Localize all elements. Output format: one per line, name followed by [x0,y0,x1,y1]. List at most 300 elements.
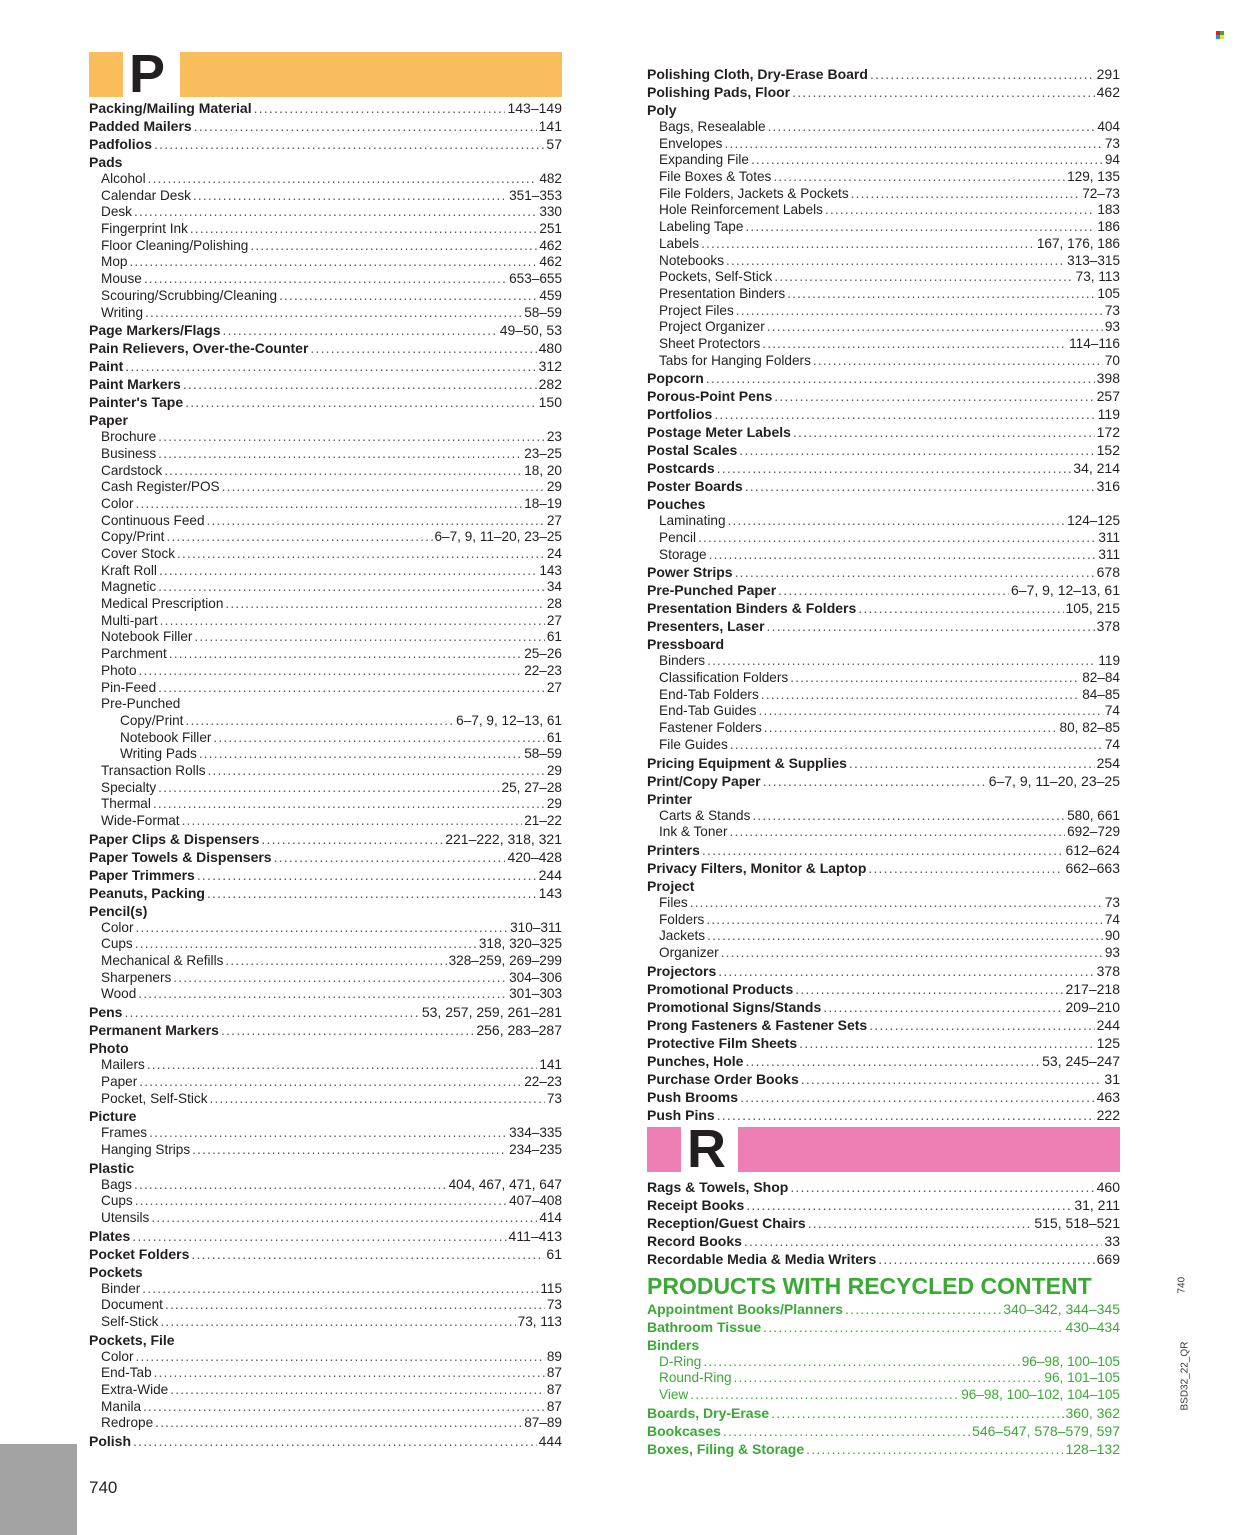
entry-term: End-Tab Guides [659,703,757,719]
entry-term: Plastic [89,1159,135,1176]
entry-term: Polish [89,1433,132,1450]
dot-leader [158,579,545,596]
index-entry [647,286,1120,303]
entry-pages: 150 [538,394,562,411]
entry-term: Mailers [101,1057,145,1073]
entry-term: Projectors [647,962,717,979]
entry-pages: 221–222, 318, 321 [445,830,562,847]
dot-leader [154,1365,545,1382]
entry-term: Calendar Desk [101,187,191,203]
entry-pages: 256, 283–287 [476,1022,562,1039]
entry-term: Peanuts, Packing [89,884,205,901]
index-entry [89,579,562,596]
entry-term: Document [101,1297,163,1313]
dot-leader [792,83,1095,101]
entry-term: File Boxes & Totes [659,169,772,185]
index-entry [647,1178,1120,1196]
index-entry [89,1142,562,1159]
entry-pages: 430–434 [1065,1318,1120,1335]
dot-leader [795,980,1063,998]
dot-leader [721,945,1103,962]
entry-pages: 23 [546,429,562,445]
entry-term: Folders [659,911,705,927]
dot-leader [151,1210,537,1227]
entry-term: Binder [101,1280,141,1296]
dot-leader [806,1440,1063,1458]
dot-leader [858,599,1063,617]
dot-leader [194,117,537,135]
index-entry [647,581,1120,599]
entry-term: Push Pins [647,1106,715,1123]
entry-pages: 94 [1104,152,1120,168]
entry-pages: 257 [1096,388,1120,405]
side-code: BSD32_22_QR [1179,1341,1191,1411]
entry-term: Self-Stick [101,1314,159,1329]
entry-pages: 73 [1104,135,1120,151]
index-entry [647,998,1120,1016]
entry-pages: 6–7, 9, 12–13, 61 [456,712,562,728]
entry-term: Polishing Pads, Floor [647,84,791,100]
dot-leader [173,970,507,987]
dot-leader [808,1214,1033,1232]
dot-leader [139,663,523,680]
entry-term: Pockets, Self-Stick [659,269,773,285]
dot-leader [730,824,1066,841]
index-entry [647,303,1120,320]
index-entry [647,387,1120,405]
index-entry [647,599,1120,617]
entry-term: Pencil(s) [89,902,148,919]
index-entry [89,513,562,530]
dot-leader [132,1227,506,1245]
entry-pages: 186 [1097,219,1120,235]
entry-pages: 378 [1096,962,1120,979]
entry-term: Presentation Binders [659,285,786,301]
r-bar-right [738,1127,1120,1172]
entry-term: Page Markers/Flags [89,322,221,339]
entry-term: Printer [647,790,693,807]
index-entry [89,1074,562,1091]
entry-pages: 73 [546,1090,562,1106]
entry-pages: 24 [546,546,562,561]
entry-term: Appointment Books/Planners [647,1300,844,1317]
index-entry [647,269,1120,286]
dot-leader [169,646,522,663]
dot-leader [225,953,446,970]
entry-pages: 172 [1096,424,1120,441]
dot-leader [159,563,537,580]
entry-pages: 29 [546,796,562,812]
entry-pages: 72–73 [1082,185,1120,201]
index-entry [647,169,1120,186]
entry-pages: 73, 113 [517,1314,562,1329]
entry-pages: 89 [546,1348,562,1364]
dot-leader [773,169,1065,186]
dot-leader [254,99,506,117]
index-entry [89,479,562,496]
entry-pages: 411–413 [508,1227,562,1244]
dot-leader [143,1399,545,1416]
dot-leader [758,703,1102,720]
entry-term: Hole Reinforcement Labels [659,202,823,218]
entry-term: Permanent Markers [89,1022,219,1039]
entry-term: Sharpeners [101,969,172,985]
dot-leader [158,446,522,463]
entry-term: Privacy Filters, Monitor & Laptop [647,859,867,876]
entry-pages: 96–98, 100–102, 104–105 [961,1387,1120,1402]
entry-pages: 84–85 [1082,686,1120,702]
entry-term: Paper [89,412,128,429]
entry-pages: 74 [1104,703,1120,719]
entry-term: Bags, Resealable [659,119,766,134]
index-entry [89,646,562,663]
dot-leader [728,513,1066,530]
entry-term: Color [101,1348,134,1364]
entry-term: Rags & Towels, Shop [647,1178,789,1195]
entry-term: Continuous Feed [101,512,205,528]
entry-pages: 21–22 [524,813,562,828]
dot-leader [790,1178,1094,1196]
entry-pages: 58–59 [524,304,562,320]
index-entry [89,1003,562,1021]
entry-pages: 291 [1096,66,1120,82]
entry-pages: 462 [1096,84,1120,100]
index-entry [647,186,1120,203]
index-entry [647,1214,1120,1232]
entry-pages: 143–149 [507,100,562,116]
dot-leader [165,1297,545,1314]
entry-term: Print/Copy Paper [647,772,761,789]
dot-leader [825,202,1095,219]
entry-pages: 87–89 [524,1415,562,1431]
entry-pages: 316 [1096,478,1120,495]
dot-leader [194,629,544,646]
dot-leader [717,459,1072,477]
index-entry [647,236,1120,253]
entry-pages: 27 [546,679,562,695]
entry-term: Popcorn [647,370,704,387]
entry-pages: 27 [546,512,562,528]
index-entry [89,813,562,830]
entry-term: Paper Clips & Dispensers [89,830,260,847]
index-entry [647,219,1120,236]
dot-leader [185,393,537,411]
dot-leader [177,546,545,563]
index-entry [89,1314,562,1331]
entry-term: Pocket, Self-Stick [101,1090,208,1106]
index-entry [89,1091,562,1108]
index-entry [89,1297,562,1314]
entry-pages: 33 [1104,1232,1120,1249]
index-entry [89,680,562,697]
dot-leader [133,1432,537,1450]
entry-pages: 328–259, 269–299 [448,953,562,969]
entry-pages: 167, 176, 186 [1036,235,1120,251]
index-entry [647,1016,1120,1034]
entry-pages: 53, 257, 259, 261–281 [421,1004,562,1021]
index-entry [89,117,562,135]
entry-pages: 378 [1096,618,1120,635]
dot-leader [714,405,1095,423]
entry-term: Thermal [101,796,151,812]
dot-leader [213,730,544,747]
entry-term: Cardstock [101,462,163,478]
dot-leader [147,1057,538,1074]
index-entry [647,617,1120,635]
entry-term: Cover Stock [101,546,176,561]
entry-term: Kraft Roll [101,562,157,578]
index-entry [647,1404,1120,1422]
entry-pages: 93 [1104,319,1120,335]
dot-leader [190,221,537,238]
index-entry [647,459,1120,477]
entry-pages: 6–7, 9, 11–20, 23–25 [988,772,1120,789]
dot-leader [801,1070,1103,1088]
index-entry [89,1382,562,1399]
entry-term: Paper Trimmers [89,866,195,883]
entry-term: Polishing Cloth, Dry-Erase Board [647,66,868,82]
index-entry [647,945,1120,962]
entry-term: End-Tab Folders [659,686,759,702]
index-entry [647,687,1120,704]
dot-leader [142,1281,538,1298]
entry-term: Cash Register/POS [101,479,220,495]
dot-leader [207,513,545,530]
entry-pages: 22–23 [524,662,562,678]
entry-term: Wood [101,986,137,1002]
entry-pages: 58–59 [524,746,562,762]
dot-leader [160,1314,515,1331]
entry-term: Color [101,495,134,511]
entry-term: Project Organizer [659,319,765,335]
entry-pages: 244 [1096,1016,1120,1033]
dot-leader [223,321,498,339]
entry-term: File Guides [659,736,728,752]
entry-term: Notebook Filler [101,629,193,645]
entry-pages: 70 [1104,352,1120,368]
dot-leader [851,186,1081,203]
index-entry [647,653,1120,670]
entry-term: Photo [101,662,137,678]
entry-pages: 129, 135 [1067,169,1120,185]
entry-pages: 692–729 [1067,824,1120,840]
registration-mark-icon [1216,31,1224,39]
entry-pages: 398 [1096,370,1120,387]
index-entry [89,153,562,171]
entry-term: Plates [89,1227,131,1244]
dot-leader [250,238,537,255]
entry-pages: 141 [538,118,562,134]
entry-term: File Folders, Jackets & Pockets [659,185,849,201]
entry-pages: 480 [538,340,562,357]
entry-pages: 80, 82–85 [1059,720,1120,736]
entry-term: Fingerprint Ink [101,221,188,237]
index-entry [89,970,562,987]
dot-leader [774,387,1094,405]
entry-pages: 105, 215 [1065,600,1120,617]
index-entry [89,866,562,884]
entry-term: Paper Towels & Dispensers [89,848,272,865]
entry-term: Magnetic [101,579,157,595]
index-entry [647,253,1120,270]
entry-term: Carts & Stands [659,807,751,823]
entry-term: Mop [101,254,128,270]
index-entry [89,271,562,288]
entry-pages: 313–315 [1067,252,1120,268]
dot-leader [724,136,1102,153]
dot-leader [701,236,1035,253]
entry-pages: 27 [546,612,562,628]
dot-leader [274,848,506,866]
entry-term: Purchase Order Books [647,1070,799,1087]
entry-pages: 74 [1104,911,1120,927]
dot-leader [762,336,1067,353]
index-entry [89,411,562,429]
index-list-p-right [647,65,1120,1124]
entry-pages: 25–26 [524,646,562,662]
dot-leader [158,429,545,446]
entry-pages: 612–624 [1065,841,1120,858]
dot-leader [793,423,1095,441]
entry-pages: 73 [1104,302,1120,318]
index-entry [89,135,562,153]
index-entry [647,1088,1120,1106]
entry-term: Sheet Protectors [659,335,761,351]
entry-pages: 29 [546,762,562,778]
index-entry [647,353,1120,370]
index-entry [89,496,562,513]
dot-leader [124,1003,419,1021]
index-entry [647,1300,1120,1318]
entry-pages: 61 [546,1245,562,1262]
index-entry [647,369,1120,387]
entry-pages: 124–125 [1067,513,1120,529]
entry-pages: 96–98, 100–105 [1021,1353,1120,1369]
index-entry [89,188,562,205]
entry-term: Record Books [647,1232,742,1249]
entry-term: Receipt Books [647,1196,745,1213]
index-entry [89,763,562,780]
dot-leader [135,496,522,513]
entry-pages: 6–7, 9, 12–13, 61 [1011,582,1120,599]
entry-term: D-Ring [659,1353,702,1369]
entry-term: Notebook Filler [120,729,212,745]
entry-term: Utensils [101,1209,150,1225]
index-entry [89,1057,562,1074]
entry-term: Pre-Punched [101,696,181,712]
entry-term: Recordable Media & Media Writers [647,1250,877,1267]
section-header-r [647,1118,1120,1179]
index-entry [647,405,1120,423]
dot-leader [148,171,538,188]
dot-leader [764,720,1058,737]
entry-pages: 254 [1096,754,1120,771]
index-entry [89,1245,562,1263]
r-bar-left [647,1127,681,1172]
dot-leader [192,1142,507,1159]
index-entry [647,152,1120,169]
entry-term: Printers [647,841,700,858]
entry-pages: 653–655 [509,271,562,287]
index-entry [647,319,1120,336]
index-entry [647,928,1120,945]
entry-pages: 462 [539,254,562,270]
entry-term: Alcohol [101,171,146,186]
index-entry [89,1331,562,1349]
entry-term: Padfolios [89,136,153,152]
entry-pages: 404 [1097,119,1120,134]
dot-leader [726,253,1065,270]
dot-leader [155,1415,522,1432]
index-entry [89,780,562,797]
dot-leader [164,463,522,480]
entry-pages: 404, 467, 471, 647 [448,1176,562,1192]
entry-term: Fastener Folders [659,720,762,736]
entry-pages: 74 [1104,736,1120,752]
index-entry [647,477,1120,495]
index-entry [647,441,1120,459]
dot-leader [723,1422,970,1440]
entry-pages: 662–663 [1065,859,1120,876]
dot-leader [183,375,537,393]
entry-pages: 61 [546,729,562,745]
index-list-recycled [647,1300,1120,1458]
entry-pages: 119 [1098,653,1120,669]
entry-pages: 482 [539,171,562,186]
entry-term: Writing Pads [120,746,197,762]
entry-term: Boards, Dry-Erase [647,1404,770,1421]
dot-leader [138,986,507,1003]
entry-term: Mouse [101,271,142,287]
dot-leader [197,866,537,884]
dot-leader [160,613,545,630]
index-entry [647,980,1120,998]
entry-pages: 463 [1096,1088,1120,1105]
entry-pages: 351–353 [509,187,562,203]
index-entry [647,1070,1120,1088]
index-entry [647,1318,1120,1336]
index-entry [89,393,562,411]
dot-leader [310,339,536,357]
entry-term: Cups [101,1193,133,1209]
entry-term: Files [659,894,688,910]
index-entry [89,902,562,920]
dot-leader [740,1088,1095,1106]
index-entry [647,790,1120,808]
entry-pages: 34, 214 [1073,460,1120,477]
dot-leader [145,305,522,322]
entry-pages: 87 [546,1365,562,1381]
dot-leader [745,477,1095,495]
dot-leader [787,286,1095,303]
entry-pages: 31, 211 [1074,1196,1120,1213]
dot-leader [153,796,545,813]
index-entry [89,1432,562,1450]
index-entry [647,83,1120,101]
entry-term: Pens [89,1004,123,1021]
index-entry [89,429,562,446]
entry-term: Presenters, Laser [647,618,765,635]
dot-leader [763,772,987,790]
dot-leader [279,288,537,305]
dot-leader [135,1193,507,1210]
entry-pages: 143 [538,884,562,901]
index-entry [647,1440,1120,1458]
dot-leader [790,670,1080,687]
dot-leader [752,808,1065,825]
entry-term: Scouring/Scrubbing/Cleaning [101,287,278,303]
dot-leader [744,1232,1103,1250]
